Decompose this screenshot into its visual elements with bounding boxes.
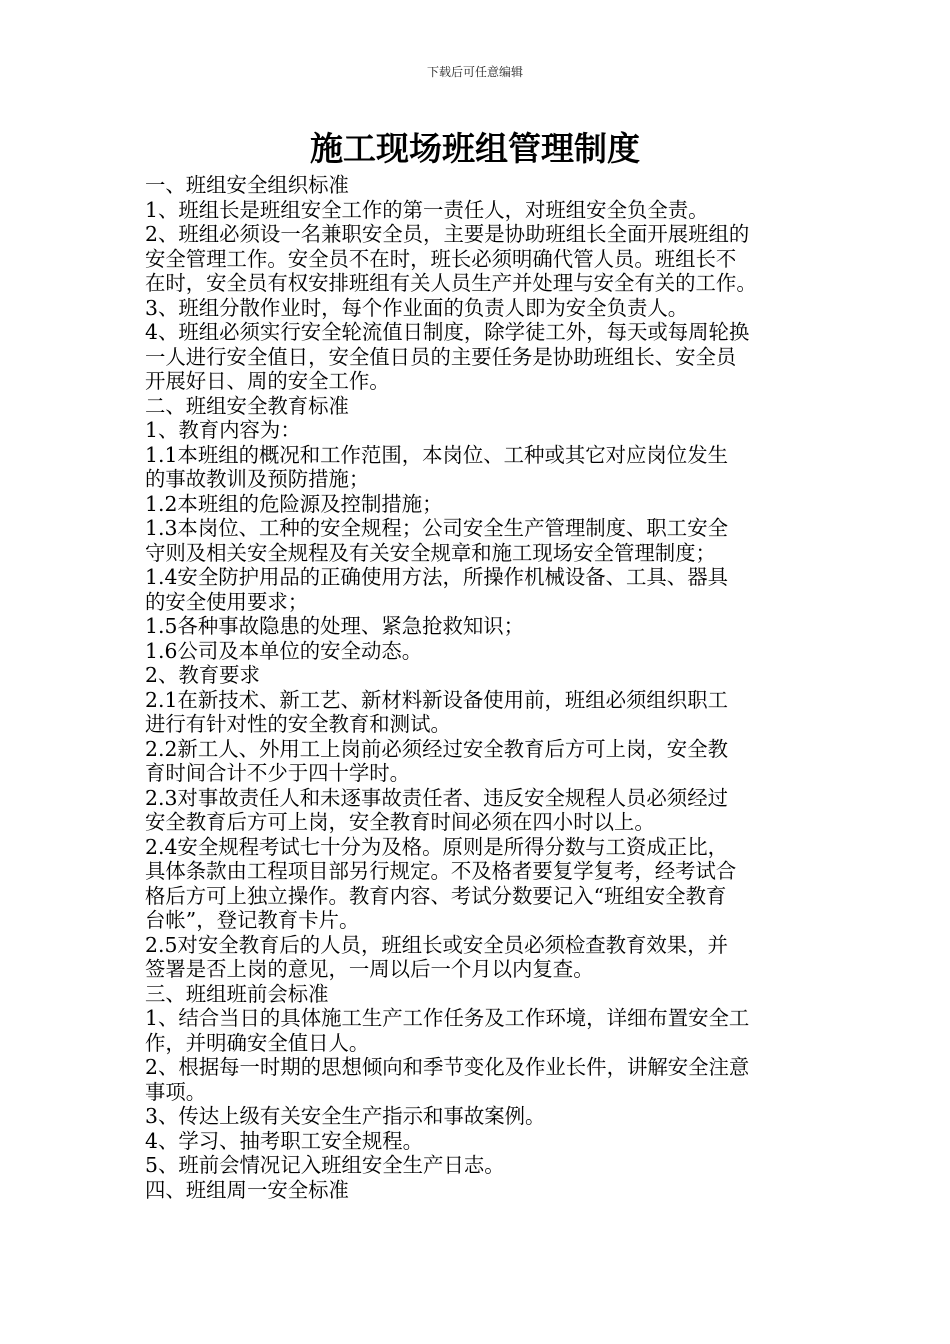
text-line: 1.4安全防护用品的正确使用方法，所操作机械设备、工具、器具 — [145, 565, 728, 589]
text-line: 的安全使用要求； — [145, 589, 309, 614]
text-line: 作，并明确安全值日人。 — [145, 1030, 370, 1055]
text-line: 1、班组长是班组安全工作的第一责任人，对班组安全负全责。 — [145, 197, 709, 222]
text-line: 开展好日、周的安全工作。 — [145, 369, 390, 393]
text-line: 4、班组必须实行安全轮流值日制度，除学徒工外，每天或每周轮换 — [145, 320, 750, 344]
text-line: 三、班组班前会标准 — [145, 981, 329, 1006]
text-line: 1.6公司及本单位的安全动态。 — [145, 638, 423, 663]
text-line: 具体条款由工程项目部另行规定。不及格者要复学复考，经考试合 — [145, 859, 737, 883]
text-line: 1.3本岗位、工种的安全规程；公司安全生产管理制度、职工安全 — [145, 516, 728, 540]
text-line: 一、班组安全组织标准 — [145, 173, 349, 197]
text-line: 育时间合计不少于四十学时。 — [145, 761, 411, 785]
text-line: 1.2本班组的危险源及控制措施； — [145, 491, 443, 516]
text-line: 2、教育要求 — [145, 663, 260, 687]
text-line: 2、根据每一时期的思想倾向和季节变化及作业长件，讲解安全注意 — [145, 1055, 750, 1079]
text-line: 四、班组周一安全标准 — [145, 1177, 349, 1202]
text-line: 安全管理工作。安全员不在时，班长必须明确代管人员。班组长不 — [145, 246, 737, 271]
text-line: 1.5各种事故隐患的处理、紧急抢救知识； — [145, 614, 525, 638]
text-line: 二、班组安全教育标准 — [145, 393, 349, 418]
text-line: 1、教育内容为： — [145, 418, 301, 442]
text-line: 在时，安全员有权安排班组有关人员生产并处理与安全有关的工作。 — [145, 271, 757, 295]
text-line: 事项。 — [145, 1079, 207, 1104]
header-note: 下载后可任意编辑 — [426, 65, 523, 79]
text-line: 2.1在新技术、新工艺、新材料新设备使用前，班组必须组织职工 — [145, 687, 728, 712]
text-line: 格后方可上独立操作。教育内容、考试分数要记入“班组安全教育 — [145, 883, 727, 908]
document-body — [145, 173, 810, 1202]
text-line: 台帐”，登记教育卡片。 — [145, 908, 360, 932]
text-line: 4、学习、抽考职工安全规程。 — [145, 1128, 424, 1153]
text-line: 3、传达上级有关安全生产指示和事故案例。 — [145, 1104, 546, 1128]
text-line: 3、班组分散作业时，每个作业面的负责人即为安全负责人。 — [145, 295, 689, 320]
text-line: 签署是否上岗的意见，一周以后一个月以内复查。 — [145, 957, 594, 981]
text-line: 守则及相关安全规程及有关安全规章和施工现场安全管理制度； — [145, 540, 716, 565]
text-line: 2.2新工人、外用工上岗前必须经过安全教育后方可上岗，安全教 — [145, 736, 728, 761]
text-line: 5、班前会情况记入班组安全生产日志。 — [145, 1153, 505, 1177]
text-line: 1、结合当日的具体施工生产工作任务及工作环境，详细布置安全工 — [145, 1006, 750, 1030]
text-line: 2.3对事故责任人和未逐事故责任者、违反安全规程人员必须经过 — [145, 785, 728, 810]
text-line: 2.5对安全教育后的人员，班组长或安全员必须检查教育效果，并 — [145, 932, 728, 957]
text-line: 的事故教训及预防措施； — [145, 467, 370, 491]
text-line: 进行有针对性的安全教育和测试。 — [145, 712, 451, 736]
document-title: 施工现场班组管理制度 — [310, 129, 640, 168]
text-line: 2、班组必须设一名兼职安全员，主要是协助班组长全面开展班组的 — [145, 222, 750, 246]
text-line: 一人进行安全值日，安全值日员的主要任务是协助班组长、安全员 — [145, 344, 737, 369]
text-line: 2.4安全规程考试七十分为及格。原则是所得分数与工资成正比， — [145, 834, 728, 859]
text-line: 安全教育后方可上岗，安全教育时间必须在四小时以上。 — [145, 810, 655, 834]
text-line: 1.1本班组的概况和工作范围，本岗位、工种或其它对应岗位发生 — [145, 442, 728, 467]
